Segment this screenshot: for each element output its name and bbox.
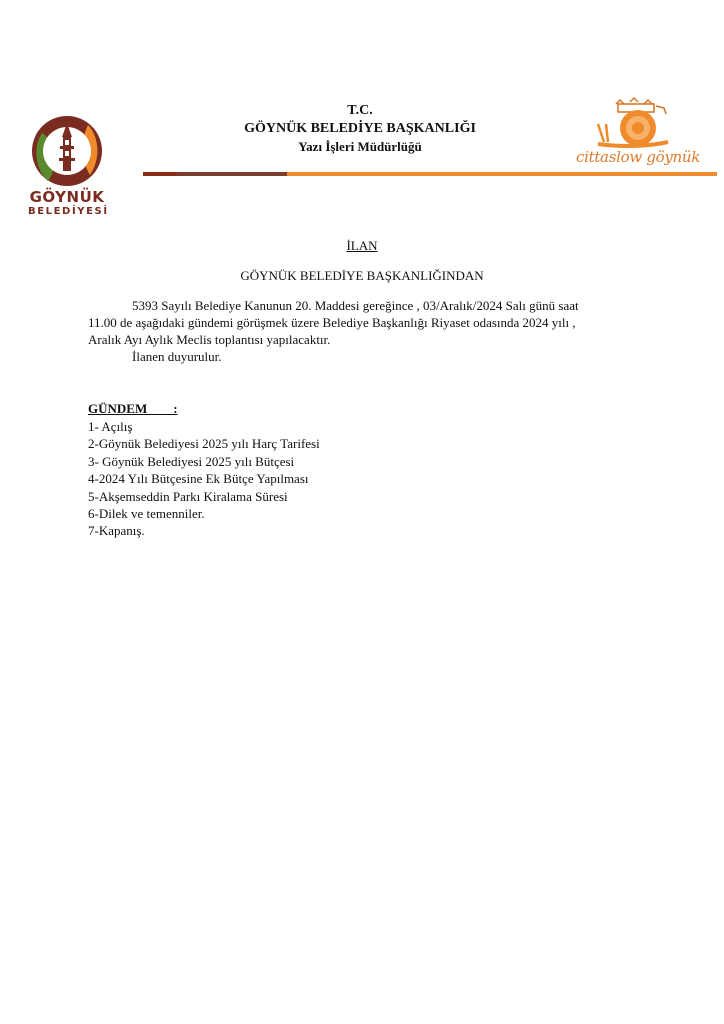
logo-name: GÖYNÜK [29,188,105,206]
minaret-emblem-icon [28,113,106,189]
header-line-municipality: GÖYNÜK BELEDİYE BAŞKANLIĞI [244,121,476,136]
header-line-department: Yazı İşleri Müdürlüğü [298,139,422,154]
header-line-tc: T.C. [347,103,373,118]
cittaslow-logo [572,96,704,172]
notice-paragraph-line: 5393 Sayılı Belediye Kanunun 20. Maddesi gereğince , 03/Aralık/2024 Salı günü saat [132,298,579,313]
agenda-heading: GÜNDEM : [88,401,178,416]
agenda-item: 2-Göynük Belediyesi 2025 yılı Harç Tarifesi [88,436,320,452]
cittaslow-wordmark: cittaslow göynük [576,148,701,166]
goynuk-municipality-logo [28,113,109,223]
notice-title: İLAN [346,238,378,253]
logo-subtitle: BELEDİYESİ [28,206,109,217]
agenda-list [88,418,320,540]
header-divider [143,172,717,176]
agenda-item: 4-2024 Yılı Bütçesine Ek Bütçe Yapılması [88,471,309,487]
notice-subtitle: GÖYNÜK BELEDİYE BAŞKANLIĞINDAN [240,268,484,283]
notice-paragraph-line: 11.00 de aşağıdaki gündemi görüşmek üzere Belediye Başkanlığı Riyaset odasında 2024 yılı , [88,315,576,330]
agenda-item: 3- Göynük Belediyesi 2025 yılı Bütçesi [88,453,295,469]
agenda-item: 7-Kapanış. [88,523,145,539]
snail-emblem-icon [572,96,704,152]
notice-paragraph-line: Aralık Ayı Aylık Meclis toplantısı yapılacaktır. [88,332,331,347]
agenda-item: 1- Açılış [88,419,133,434]
agenda-item: 5-Akşemseddin Parkı Kiralama Süresi [88,488,288,504]
agenda-item: 6-Dilek ve temenniler. [88,506,205,522]
notice-closing: İlanen duyurulur. [132,349,222,364]
